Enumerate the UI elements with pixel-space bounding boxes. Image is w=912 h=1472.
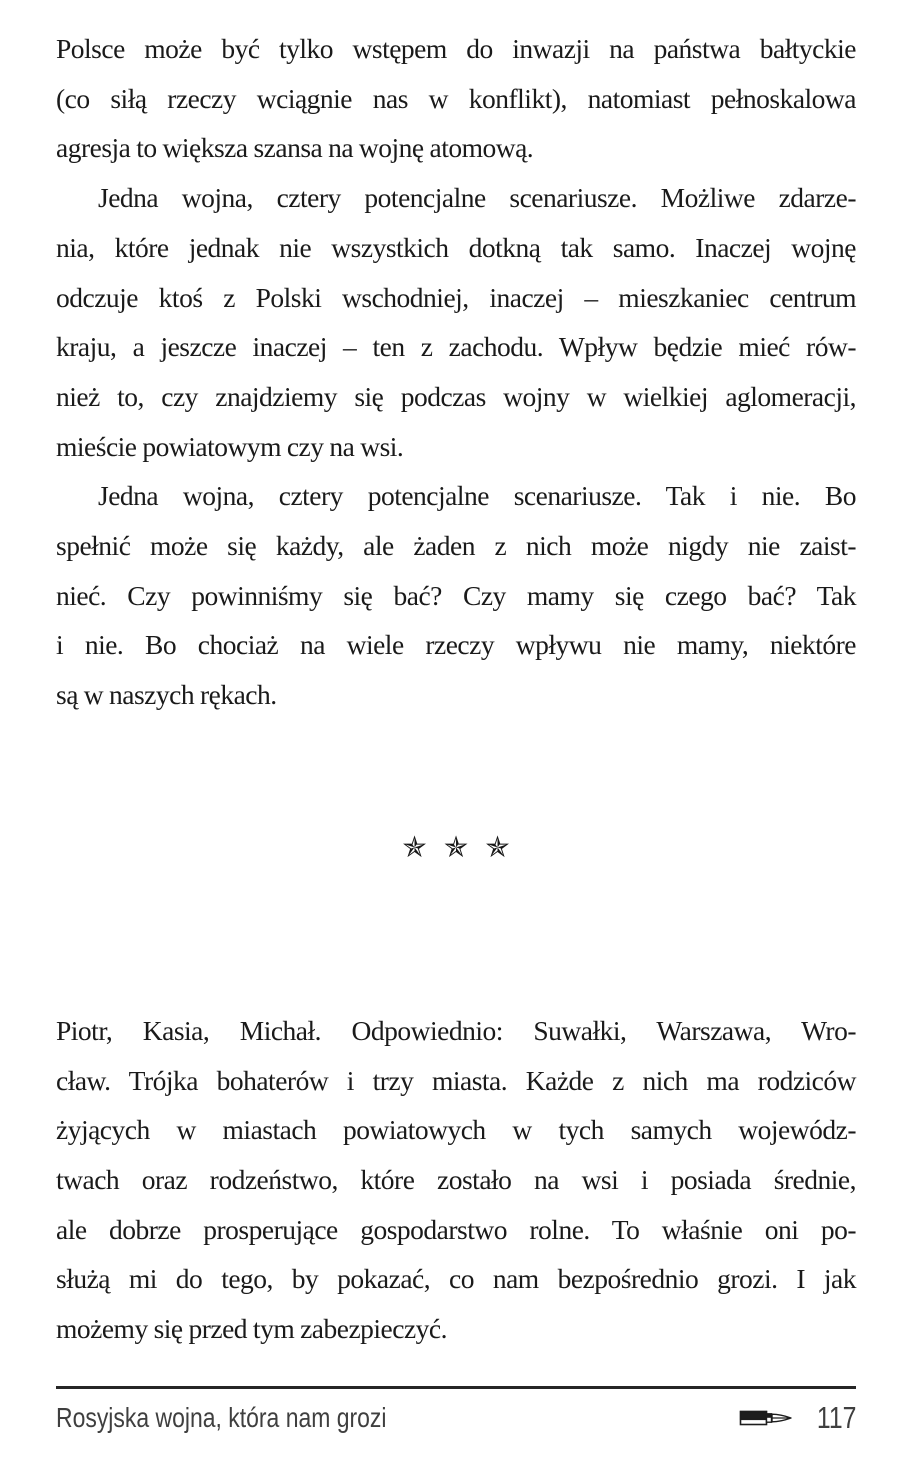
text-line: możemy się przed tym zabezpieczyć. [56,1313,448,1345]
text-line: służą mi do tego, by pokazać, co nam bezpośrednio grozi. I jak [56,1263,856,1295]
text-line: odczuje ktoś z Polski wschodniej, inaczej – mieszkaniec centrum [56,281,856,313]
text-line: nieć. Czy powinniśmy się bać? Czy mamy się czego bać? Tak [56,579,856,611]
text-line: nia, które jednak nie wszystkich dotkną tak samo. Inaczej wojnę [56,231,856,263]
text-line: Polsce może być tylko wstępem do inwazji na państwa bałtyckie [56,33,856,64]
text-line: spełnić może się każdy, ale żaden z nich może nigdy nie zaist- [56,530,856,562]
section-separator: ✯ ✯ ✯ [402,829,510,864]
text-line: i nie. Bo chociaż na wiele rzeczy wpływu nie mamy, niektóre [56,629,856,661]
text-line: mieście powiatowym czy na wsi. [56,430,404,462]
page-number: 117 [816,1400,856,1435]
page-text [56,24,856,1354]
text-line: agresja to większa szansa na wojnę atomową. [56,132,534,164]
text-line: twach oraz rodzeństwo, które zostało na wsi i posiada średnie, [56,1163,856,1195]
text-line: Jedna wojna, cztery potencjalne scenariusze. Tak i nie. Bo [98,480,856,512]
text-line: Piotr, Kasia, Michał. Odpowiednio: Suwałki, Warszawa, Wro- [56,1014,856,1046]
text-line: nież to, czy znajdziemy się podczas wojny w wielkiej aglomeracji, [56,380,856,412]
page-footer [56,1386,856,1436]
text-line: kraju, a jeszcze inaczej – ten z zachodu. Wpływ będzie mieć rów- [56,331,856,363]
text-line: cław. Trójka bohaterów i trzy miasta. Każde z nich ma rodziców [56,1064,856,1096]
text-line: Jedna wojna, cztery potencjalne scenariusze. Możliwe zdarze- [98,182,856,214]
footer-running-title: Rosyjska wojna, która nam grozi [56,1402,387,1433]
footer-right [739,1400,856,1436]
bullet-icon [739,1408,793,1428]
text-line: są w naszych rękach. [56,679,277,711]
text-line: ale dobrze prosperujące gospodarstwo rolne. To właśnie oni po- [56,1213,856,1245]
text-line: żyjących w miastach powiatowych w tych samych wojewódz- [56,1114,856,1146]
text-line: (co siłą rzeczy wciągnie nas w konflikt), natomiast pełnoskalowa [56,82,856,114]
